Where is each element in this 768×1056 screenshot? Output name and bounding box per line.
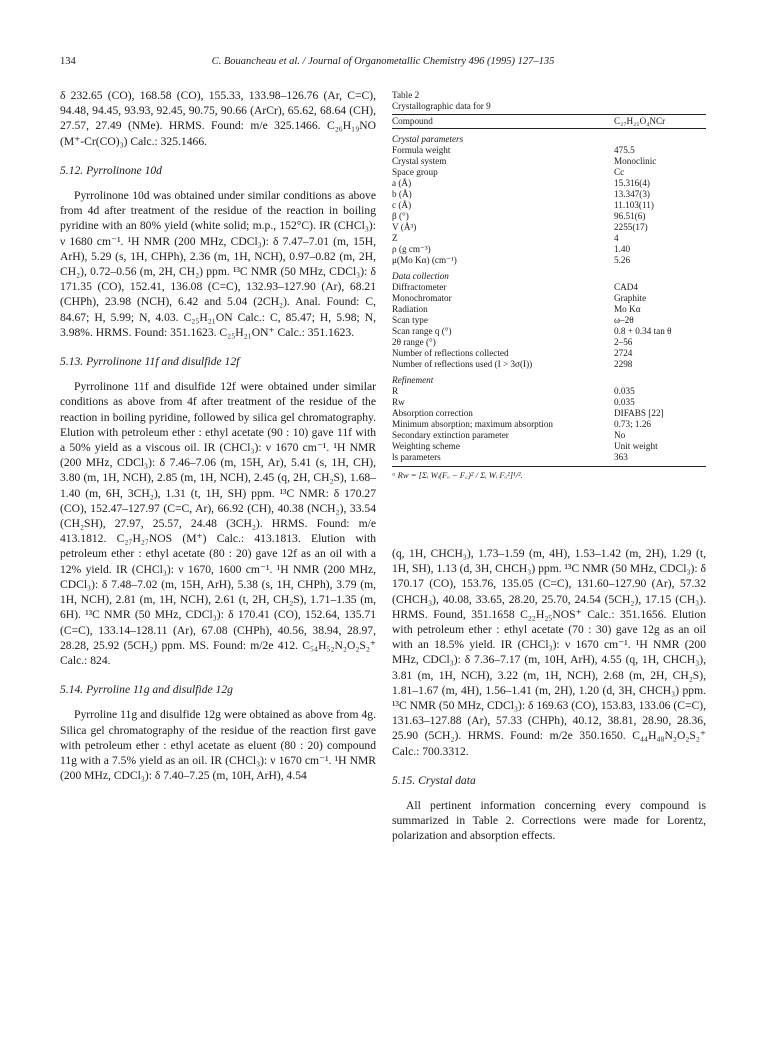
table-row: [392, 430, 706, 441]
table-row: [392, 200, 706, 211]
table-row: [392, 397, 706, 408]
table-cell: 363: [614, 452, 628, 462]
table-row: [392, 145, 706, 156]
table-row: [392, 156, 706, 167]
table-body-collection: [392, 282, 706, 370]
table-cell: Scan range q (°): [392, 326, 452, 336]
table-cell: 11.103(11): [614, 200, 654, 210]
table-row: [392, 315, 706, 326]
table-body-refinement: [392, 386, 706, 463]
table-cell: 15.316(4): [614, 178, 650, 188]
table-row: [392, 386, 706, 397]
table-row: [392, 452, 706, 463]
table-cell: Diffractometer: [392, 282, 447, 292]
paragraph: Pyrrolinone 10d was obtained under similar conditions as above from 4d after treatment of the residue of the reaction in boiling pyridine with an 80% yield (white solid; m.p., 152°C). IR (CHCl₃): ν 1680 cm⁻¹. ¹H NMR (200 MHz, CDCl₃): δ 7.47–7.01 (m, 15H, ArH), 5.29 (s, 1H, CHPh), 2.36 (m, 1H, NCH), 0.97–0.82 (m, 2H, CH₂), 0.72–0.56 (m, 2H, CH₂) ppm. ¹³C NMR (50 MHz, CDCl₃): δ 171.35 (CO), 152.41, 136.08 (C=C), 132.93–127.90 (Ar), 68.21 (CHPh), 23.98 (NCH), 6.42 and 5.04 (2CH₂). Anal. Found: C, 84.67; H, 5.99; N, 4.03. C₂₅H₂₁ON Calc.: C, 85.47; H, 5.98; N, 3.98%. HRMS. Found: 351.1623. C₂₅H₂₁ON⁺ Calc.: 351.1623.: [60, 189, 376, 339]
table-cell: 2θ range (°): [392, 337, 436, 347]
table-cell: 2724: [614, 348, 633, 358]
table-row: [392, 189, 706, 200]
table-footnote: ᵃ Rw = [Σᵢ Wᵢ(Fₒ − F꜀)² / Σᵢ Wᵢ Fₒ²]¹/².: [392, 470, 523, 480]
table-2: [392, 90, 706, 481]
table-cell: 5.26: [614, 255, 631, 265]
table-cell: Z: [392, 233, 398, 243]
table-cell: 475.5: [614, 145, 635, 155]
right-column: [392, 546, 706, 844]
table-cell: Graphite: [614, 293, 647, 303]
running-title: C. Bouancheau et al. / Journal of Organometallic Chemistry 496 (1995) 127–135: [211, 56, 555, 67]
table-cell: Crystal system: [392, 156, 447, 166]
section-heading-5-12: 5.12. Pyrrolinone 10d: [60, 163, 162, 177]
table-row: [392, 282, 706, 293]
paragraph: (q, 1H, CHCH₃), 1.73–1.59 (m, 4H), 1.53–1.42 (m, 2H), 1.29 (t, 1H, SH), 1.13 (d, 3H, CHCH₃) ppm. ¹³C NMR (50 MHz, CDCl₃): δ 170.17 (CO), 153.76, 135.05 (C=C), 131.60–127.90 (Ar), 57.32 (CHCH₃), 40.08, 33.65, 28.20, 25.70, 24.54 (5CH₂), 17.15 (CH₃). HRMS. Found, 351.1658 C₂₂H₂₅NOS⁺ Calc.: 351.1656. Elution with petroleum ether : ethyl acetate (70 : 30) gave 12g as an oil with an 18.5% yield. IR (CHCl₃): ν 1670 cm⁻¹. ¹H NMR (200 MHz, CDCl₃): δ 7.36–7.17 (m, 10H, ArH), 4.55 (q, 1H, CHCH₃), 3.81 (m, 1H, NCH), 3.22 (m, 1H, NCH), 2.68 (m, 2H, CH₂S), 1.81–1.67 (m, 4H), 1.56–1.41 (m, 2H), 1.20 (d, 3H, CHCH₃) ppm. ¹³C NMR (50 MHz, CDCl₃): δ 169.63 (CO), 153.83, 133.06 (C=C), 131.63–127.88 (Ar), 57.33 (CHPh), 40.12, 38.81, 28.90, 28.36, 25.90 (5CH₂). HRMS. Found: m/2e 350.1650. C₄₄H₄₈N₂O₂S₂⁺ Calc.: 700.3312.: [392, 547, 706, 758]
table-row: [392, 293, 706, 304]
paragraph: All pertinent information concerning every compound is summarized in Table 2. Corrections were made for Lorentz, polarization and absorption effects.: [392, 799, 706, 843]
table-caption: Crystallographic data for 9: [392, 101, 491, 111]
table-cell: 2255(17): [614, 222, 648, 232]
table-cell: c (Å): [392, 200, 412, 210]
table-section-crystal-parameters: Crystal parameters: [392, 134, 464, 144]
table-cell: C₂₇H₂₁O₄NCr: [614, 116, 666, 126]
table-cell: DIFABS [22]: [614, 408, 664, 418]
table-cell: V (Å³): [392, 222, 417, 232]
table-row: [392, 167, 706, 178]
table-cell: 2298: [614, 359, 633, 369]
table-cell: Scan type: [392, 315, 428, 325]
table-row: [392, 244, 706, 255]
table-row: [392, 222, 706, 233]
table-body-crystal: [392, 145, 706, 266]
table-cell: β (°): [392, 211, 409, 221]
table-cell: μ(Mo Kα) (cm⁻¹): [392, 255, 457, 265]
table-row: [392, 255, 706, 266]
section-heading-5-13: 5.13. Pyrrolinone 11f and disulfide 12f: [60, 355, 240, 369]
table-row: [392, 337, 706, 348]
paragraph: Pyrrolinone 11f and disulfide 12f were obtained under similar conditions as above from 4f after treatment of the residue of the reaction in boiling pyridine, followed by silica gel chromatography. Elution with petroleum ether : ethyl acetate (90 : 10) gave 11f with a 50% yield as a viscous oil. IR (CHCl₃): ν 1670 cm⁻¹. ¹H NMR (200 MHz, CDCl₃): δ 7.46–7.06 (m, 15H, Ar), 5.41 (s, 1H, CH), 3.80 (m, 1H, NCH), 2.85 (m, 1H, NCH), 2.45 (q, 2H, CH₂S), 1.68–1.40 (m, 6H, 3CH₂), 1.31 (t, 1H, SH) ppm. ¹³C NMR: δ 170.27 (CO), 152.47–127.97 (C=C, Ar), 66.92 (CH), 40.38 (NCH₂), 33.54 (CH₂SH), 27.97, 25.57, 24.48 (3CH₂). HRMS. Found: m/e 413.1812. C₂₇H₂₇NOS (M⁺) Calc.: 413.1813. Elution with petroleum ether : ethyl acetate (80 : 20) gave 12f as an oil with a 12% yield. IR (CHCl₃): ν 1670, 1600 cm⁻¹. ¹H NMR (200 MHz, CDCl₃): δ 7.48–7.02 (m, 15H, ArH), 5.38 (s, 1H, CHPh), 3.79 (m, 1H, NCH), 2.81 (m, 1H, NCH), 2.61 (t, 2H, CH₂S), 1.71–1.35 (m, 6H). ¹³C NMR (50 MHz, CDCl₃): δ 170.41 (CO), 152.64, 135.71 (C=C), 133.14–128.11 (Ar), 67.08 (CHPh), 40.56, 38.94, 28.97, 28.28, 25.92 (5CH₂) ppm. MS. Found: m/2e 412. C₅₄H₅₂N₂O₂S₂⁺ Calc.: 824.: [60, 380, 376, 667]
table-cell: Unit weight: [614, 441, 658, 451]
table-cell: Compound: [392, 116, 433, 126]
table-cell: 0.035: [614, 386, 635, 396]
table-row: [392, 233, 706, 244]
table-cell: Number of reflections collected: [392, 348, 509, 358]
paragraph: Pyrroline 11g and disulfide 12g were obtained as above from 4g. Silica gel chromatography of the residue of the reaction first gave with petroleum ether : ethyl acetate as eluent (80 : 20) compound 11g with a 7.5% yield as an oil. IR (CHCl₃): ν 1670 cm⁻¹. ¹H NMR (200 MHz, CDCl₃): δ 7.40–7.25 (m, 10H, ArH), 4.54: [60, 708, 376, 783]
table-cell: Number of reflections used (I > 3σ(I)): [392, 359, 533, 369]
table-cell: Absorption correction: [392, 408, 473, 418]
table-cell: Monoclinic: [614, 156, 657, 166]
table-cell: ls parameters: [392, 452, 441, 462]
table-cell: Minimum absorption; maximum absorption: [392, 419, 554, 429]
table-cell: CAD4: [614, 282, 638, 292]
section-heading-5-14: 5.14. Pyrroline 11g and disulfide 12g: [60, 683, 233, 697]
table-cell: 4: [614, 233, 619, 243]
table-row: [392, 419, 706, 430]
table-cell: Monochromator: [392, 293, 452, 303]
page-number: 134: [60, 56, 76, 67]
table-cell: Cc: [614, 167, 625, 177]
table-row: [392, 178, 706, 189]
table-rule: [392, 128, 706, 129]
table-cell: Rw: [392, 397, 405, 407]
table-cell: 0.035: [614, 397, 635, 407]
table-cell: Space group: [392, 167, 438, 177]
table-section-refinement: Refinement: [392, 375, 434, 385]
table-label: Table 2: [392, 90, 420, 100]
table-cell: No: [614, 430, 626, 440]
left-column: [60, 88, 376, 783]
section-heading-5-15: 5.15. Crystal data: [392, 773, 476, 787]
page-header: [60, 56, 706, 72]
table-row: [392, 359, 706, 370]
table-row: [392, 348, 706, 359]
table-row: [392, 304, 706, 315]
table-cell: R: [392, 386, 399, 396]
table-cell: 2–56: [614, 337, 633, 347]
table-section-data-collection: Data collection: [392, 271, 449, 281]
table-head-row: [392, 115, 706, 128]
table-row: [392, 441, 706, 452]
table-cell: a (Å): [392, 178, 412, 188]
table-cell: 0.73; 1.26: [614, 419, 652, 429]
table-cell: ρ (g cm⁻³): [392, 244, 431, 254]
table-cell: b (Å): [392, 189, 412, 199]
table-rule: [392, 466, 706, 467]
table-cell: 0.8 + 0.34 tan θ: [614, 326, 672, 336]
table-cell: Secondary extinction parameter: [392, 430, 509, 440]
table-cell: 13.347(3): [614, 189, 650, 199]
table-cell: Weighting scheme: [392, 441, 460, 451]
table-row: [392, 408, 706, 419]
paragraph: δ 232.65 (CO), 168.58 (CO), 155.33, 133.98–126.76 (Ar, C=C), 94.48, 94.45, 93.93, 92.45, 90.75, 90.66 (ArCr), 65.62, 68.64 (CH), 27.57, 27.49 (NMe). HRMS. Found: m/e 325.1466. C₂₆H₁₉NO (M⁺-Cr(CO)₃) Calc.: 325.1466.: [60, 89, 376, 148]
table-cell: Mo Kα: [614, 304, 641, 314]
table-cell: Formula weight: [392, 145, 451, 155]
table-row: [392, 326, 706, 337]
table-cell: Radiation: [392, 304, 428, 314]
table-row: [392, 211, 706, 222]
table-cell: ω–2θ: [614, 315, 634, 325]
table-cell: 1.40: [614, 244, 631, 254]
table-cell: 96.51(6): [614, 211, 646, 221]
